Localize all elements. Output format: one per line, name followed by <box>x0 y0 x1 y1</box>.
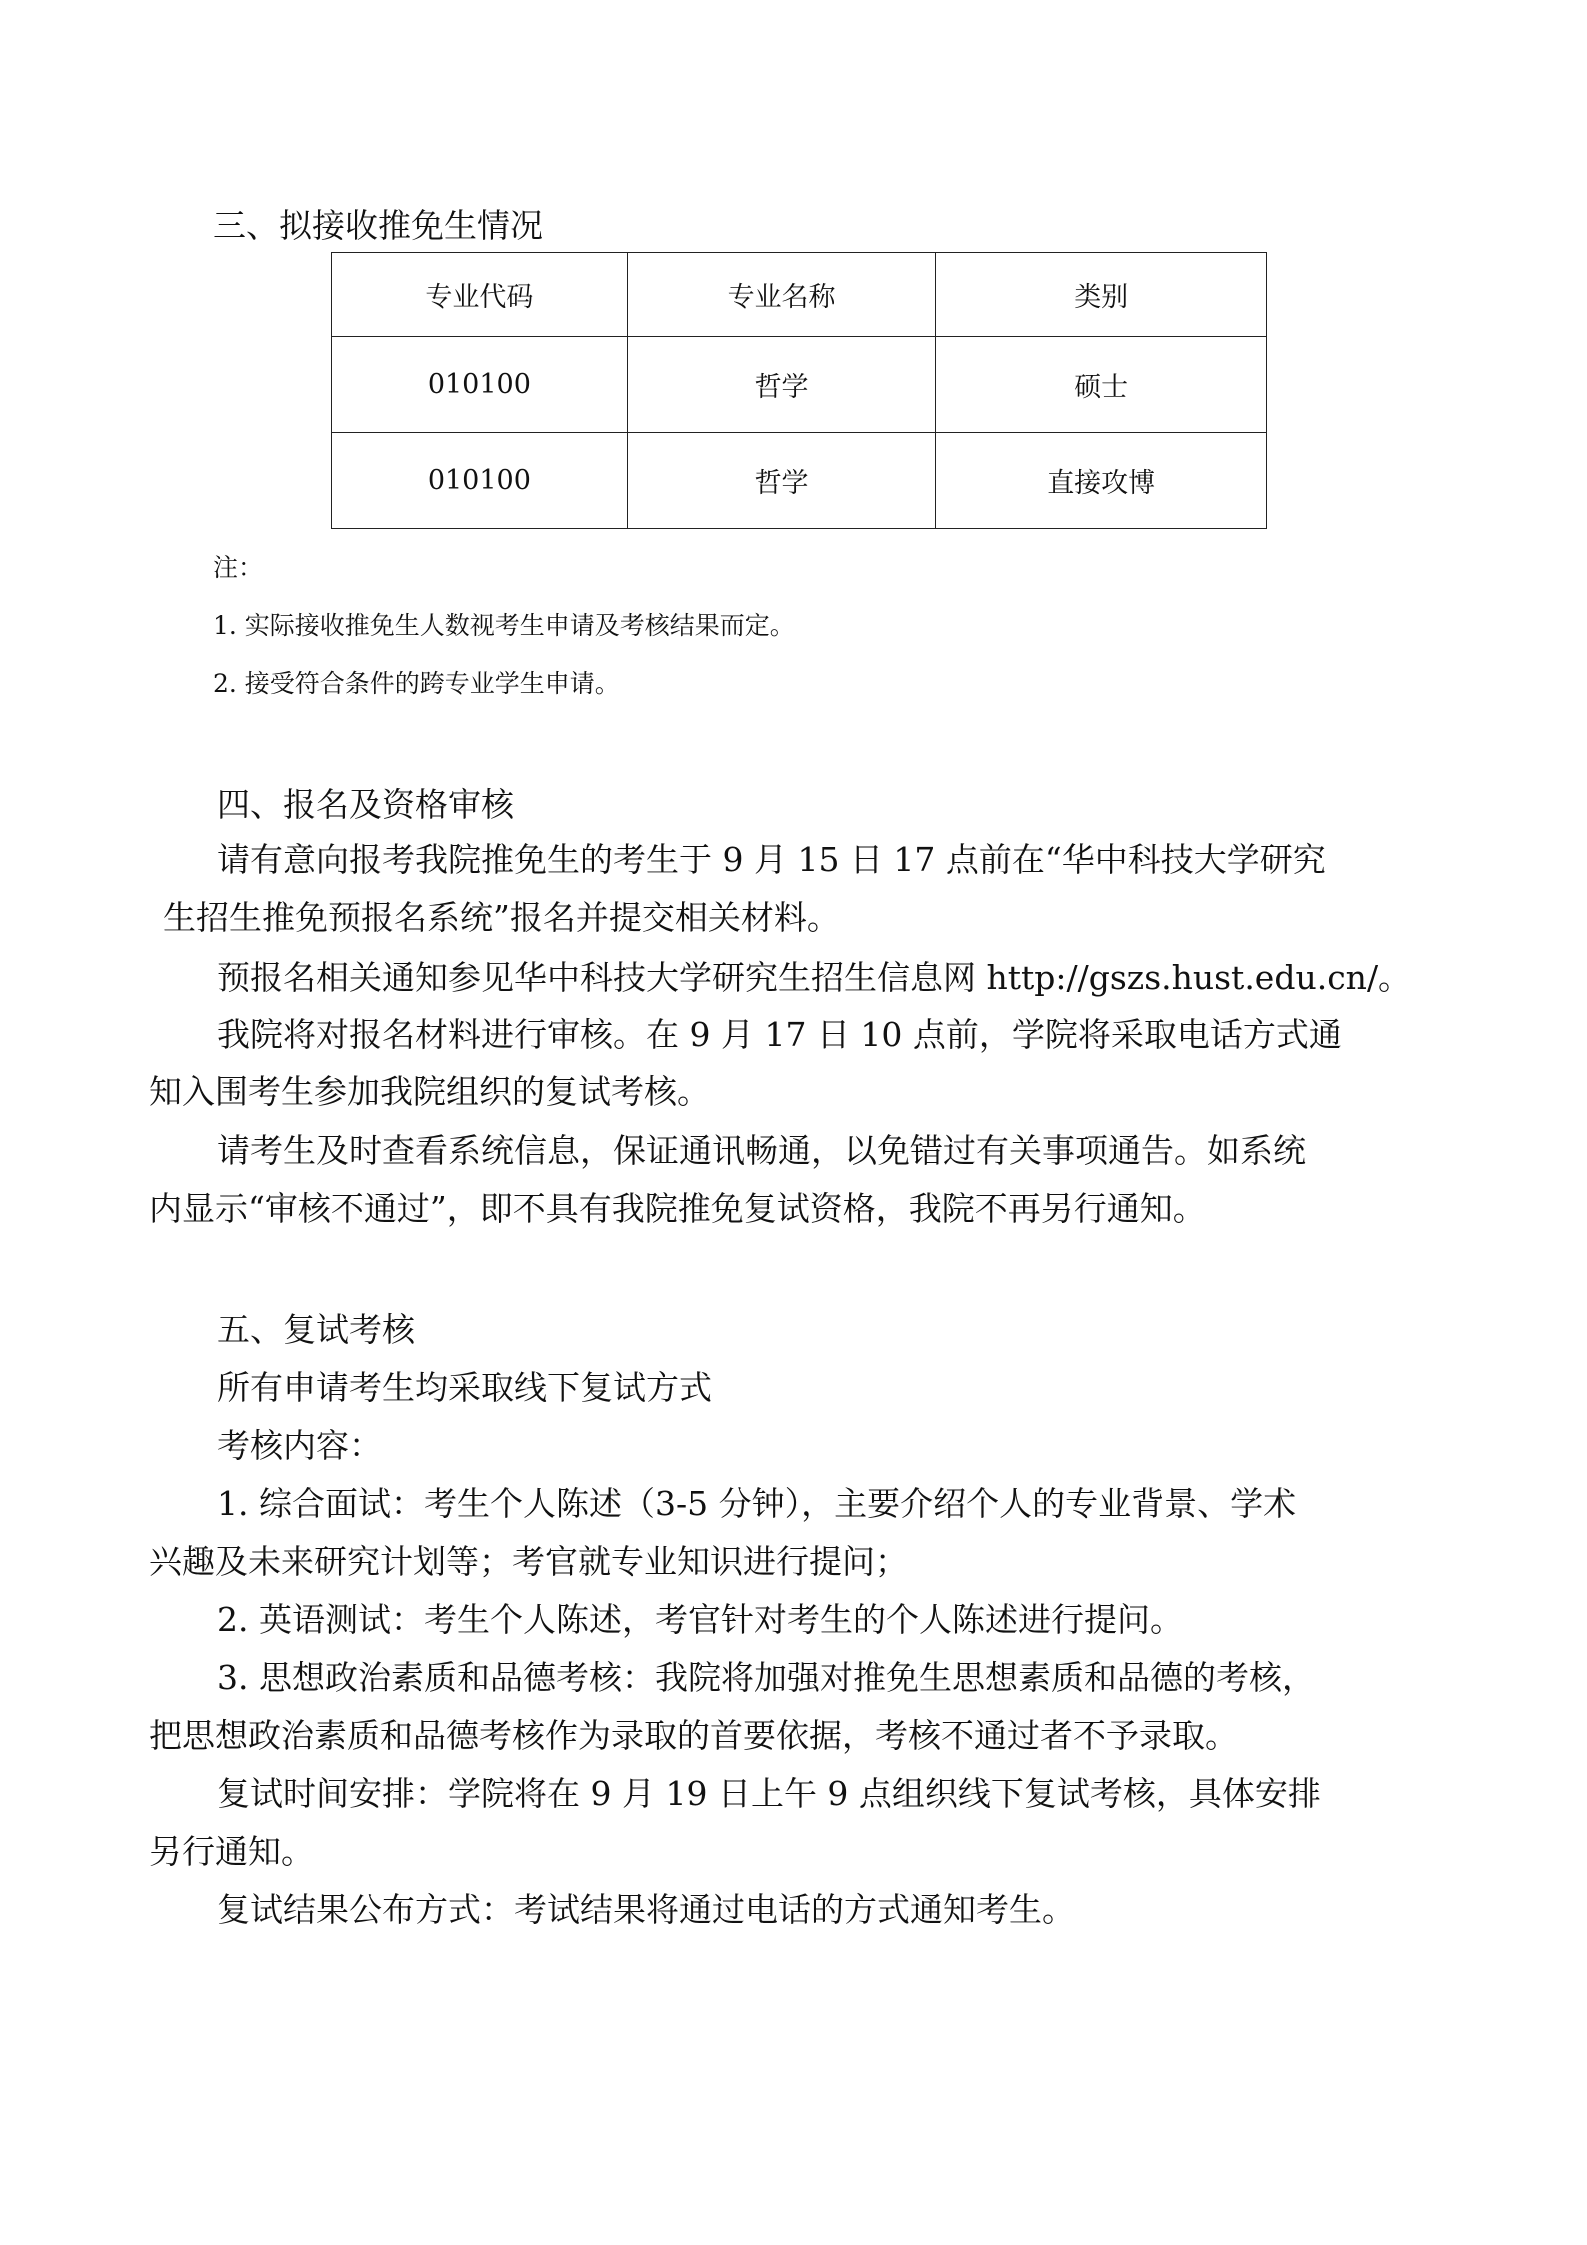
section5-heading: 五、复试考核 <box>217 1310 415 1349</box>
paragraph-line: 请有意向报考我院推免生的考生于 9 月 15 日 17 点前在“华中科技大学研究 <box>217 840 1326 879</box>
paragraph-line: 预报名相关通知参见华中科技大学研究生招生信息网 http://gszs.hust.edu.cn/。 <box>217 958 1412 997</box>
header-major-name: 专业名称 <box>627 253 936 337</box>
paragraph-line: 知入围考生参加我院组织的复试考核。 <box>149 1072 710 1111</box>
cell-category: 直接攻博 <box>936 433 1267 529</box>
cell-major-name: 哲学 <box>627 433 936 529</box>
table-row <box>332 337 1267 433</box>
paragraph-line: 考核内容： <box>217 1426 382 1465</box>
paragraph-line: 兴趣及未来研究计划等；考官就专业知识进行提问； <box>149 1542 908 1581</box>
cell-major-name: 哲学 <box>627 337 936 433</box>
section3-heading: 三、拟接收推免生情况 <box>213 206 543 245</box>
header-category: 类别 <box>936 253 1267 337</box>
paragraph-line: 内显示“审核不通过”，即不具有我院推免复试资格，我院不再另行通知。 <box>149 1189 1206 1228</box>
paragraph-line: 复试时间安排：学院将在 9 月 19 日上午 9 点组织线下复试考核，具体安排 <box>217 1774 1321 1813</box>
note-item: 1. 实际接收推免生人数视考生申请及考核结果而定。 <box>213 611 795 640</box>
paragraph-line: 把思想政治素质和品德考核作为录取的首要依据，考核不通过者不予录取。 <box>149 1716 1238 1755</box>
paragraph-line: 1. 综合面试：考生个人陈述（3-5 分钟），主要介绍个人的专业背景、学术 <box>217 1484 1297 1523</box>
note-item: 2. 接受符合条件的跨专业学生申请。 <box>213 669 620 698</box>
table-header-row <box>332 253 1267 337</box>
cell-major-code: 010100 <box>332 337 628 433</box>
paragraph-line: 另行通知。 <box>149 1832 314 1871</box>
cell-major-code: 010100 <box>332 433 628 529</box>
paragraph-line: 请考生及时查看系统信息，保证通讯畅通，以免错过有关事项通告。如系统 <box>217 1131 1306 1170</box>
section4-heading: 四、报名及资格审核 <box>217 785 514 824</box>
paragraph-line: 我院将对报名材料进行审核。在 9 月 17 日 10 点前，学院将采取电话方式通 <box>217 1015 1342 1054</box>
cell-category: 硕士 <box>936 337 1267 433</box>
table-row <box>332 433 1267 529</box>
paragraph-line: 2. 英语测试：考生个人陈述，考官针对考生的个人陈述进行提问。 <box>217 1600 1183 1639</box>
paragraph-line: 生招生推免预报名系统”报名并提交相关材料。 <box>163 898 840 937</box>
header-major-code: 专业代码 <box>332 253 628 337</box>
note-label: 注： <box>213 553 264 582</box>
recruitment-table <box>331 252 1267 529</box>
paragraph-line: 所有申请考生均采取线下复试方式 <box>217 1368 712 1407</box>
paragraph-line: 复试结果公布方式：考试结果将通过电话的方式通知考生。 <box>217 1890 1075 1929</box>
paragraph-line: 3. 思想政治素质和品德考核：我院将加强对推免生思想素质和品德的考核， <box>217 1658 1315 1697</box>
